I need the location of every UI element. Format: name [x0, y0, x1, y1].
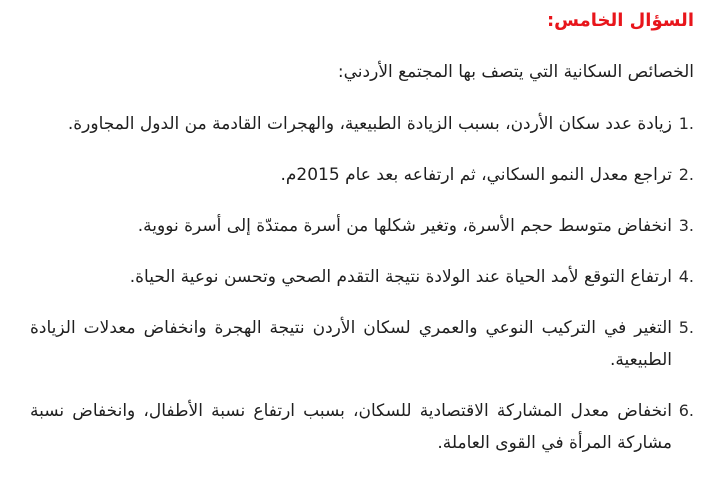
- item-number: 2.: [678, 165, 694, 184]
- characteristics-list: [30, 108, 694, 459]
- list-item: [30, 395, 694, 459]
- item-text: زيادة عدد سكان الأردن، بسبب الزيادة الطبيعية، والهجرات القادمة من الدول المجاورة.: [67, 114, 672, 134]
- item-number: 6.: [678, 401, 694, 420]
- item-number: 5.: [678, 318, 694, 337]
- item-text: ارتفاع التوقع لأمد الحياة عند الولادة نتيجة التقدم الصحي وتحسن نوعية الحياة.: [129, 267, 672, 287]
- item-text: التغير في التركيب النوعي والعمري لسكان الأردن نتيجة الهجرة وانخفاض معدلات الزيادة الطبيعية.: [30, 318, 672, 370]
- question-heading: السؤال الخامس:: [546, 10, 694, 31]
- list-item: [30, 312, 694, 376]
- item-text: انخفاض متوسط حجم الأسرة، وتغير شكلها من أسرة ممتدّة إلى أسرة نووية.: [137, 216, 672, 236]
- list-item: [30, 159, 694, 191]
- item-number: 3.: [678, 216, 694, 235]
- list-item: [30, 210, 694, 242]
- item-number: 1.: [678, 114, 694, 133]
- item-text: تراجع معدل النمو السكاني، ثم ارتفاعه بعد عام 2015م.: [280, 165, 672, 185]
- intro-text: الخصائص السكانية التي يتصف بها المجتمع الأردني:: [337, 62, 694, 82]
- item-text: انخفاض معدل المشاركة الاقتصادية للسكان، بسبب ارتفاع نسبة الأطفال، وانخفاض نسبة مشاركة المرأة في القوى العاملة.: [30, 401, 672, 453]
- item-number: 4.: [678, 267, 694, 286]
- list-item: [30, 261, 694, 293]
- list-item: [30, 108, 694, 140]
